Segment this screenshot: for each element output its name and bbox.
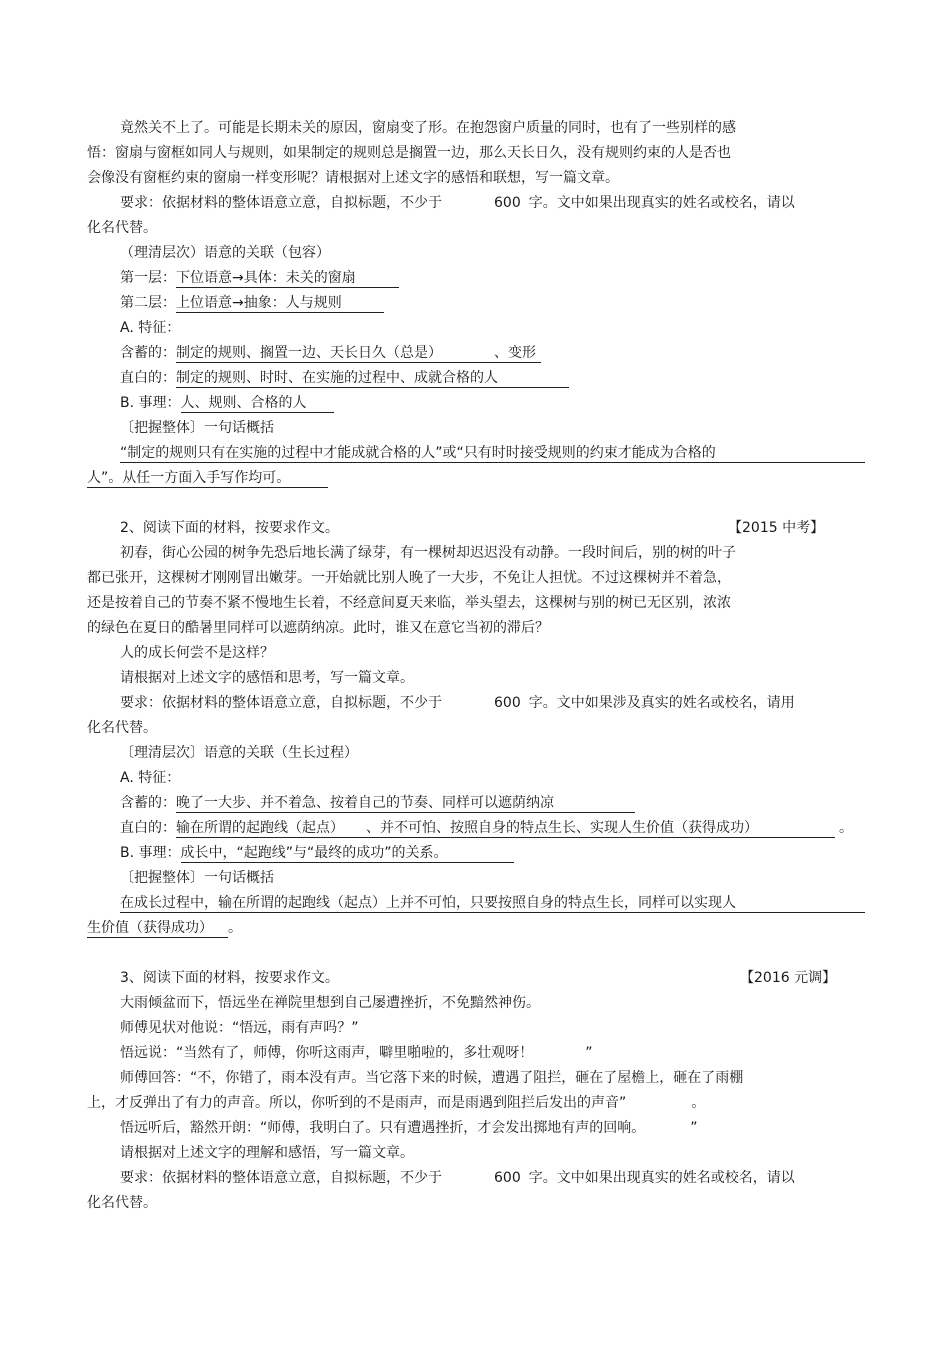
level-answer: 下位语意→具体：未关的窗扇: [176, 269, 399, 288]
requirement-line: [120, 1168, 795, 1188]
level-line: [120, 293, 384, 313]
source-tag: 【2016 元调】: [740, 970, 837, 986]
requirement-text: 字。文中如果出现真实的姓名或校名，请以: [528, 195, 795, 211]
summary-answer: 生价值（获得成功）: [87, 919, 228, 938]
paragraph-line: 化名代替。: [87, 220, 157, 236]
feature-line: [120, 368, 569, 388]
summary-line: [87, 468, 328, 488]
feature-label: 直白的：: [120, 370, 176, 386]
summary-line: [87, 918, 242, 938]
section-heading: 〔把握整体〕一句话概括: [120, 420, 274, 436]
feature-label: 含蓄的：: [120, 795, 176, 811]
summary-answer: 人”。从任一方面入手写作均可。: [87, 469, 328, 488]
reason-line: [120, 843, 514, 863]
feature-label: 含蓄的：: [120, 345, 176, 361]
requirement-text: 要求：依据材料的整体语意立意，自拟标题，不少于: [120, 195, 442, 211]
level-answer: 上位语意→抽象：人与规则: [176, 294, 384, 313]
paragraph-line: 的绿色在夏日的酷暑里同样可以遮荫纳凉。此时，谁又在意它当初的滞后？: [87, 620, 549, 636]
paragraph-line: 悟远听后，豁然开朗：“师傅，我明白了。只有遭遇挫折，才会发出掷地有声的回响。 ”: [120, 1120, 698, 1136]
summary-answer: “制定的规则只有在实施的过程中才能成就合格的人”或“只有时时接受规则的约束才能成为合格的: [120, 444, 865, 463]
section-heading: 〔把握整体〕一句话概括: [120, 870, 274, 886]
paragraph-line: 还是按着自己的节奏不紧不慢地生长着，不经意间夏天来临，举头望去，这棵树与别的树已无区别，浓浓: [87, 595, 731, 611]
summary-answer: 在成长过程中，输在所谓的起跑线（起点）上并不可怕，只要按照自身的特点生长，同样可以实现人: [120, 894, 865, 913]
paragraph-line: 化名代替。: [87, 720, 157, 736]
feature-answer: 制定的规则、搁置一边、天长日久（总是） 、变形: [176, 344, 541, 363]
level-label: 第二层：: [120, 295, 176, 311]
paragraph-line: 请根据对上述文字的感悟和思考，写一篇文章。: [120, 670, 414, 686]
paragraph-line: 师傅见状对他说：“悟远，雨有声吗？”: [120, 1020, 359, 1036]
feature-answer: 输在所谓的起跑线（起点） 、并不可怕、按照自身的特点生长、实现人生价值（获得成功）: [176, 819, 835, 838]
reason-label: B. 事理：: [120, 845, 181, 861]
reason-label: B. 事理：: [120, 395, 181, 411]
reason-answer: 人、规则、合格的人: [181, 394, 334, 413]
summary-line: [120, 893, 865, 913]
requirement-text: 字。文中如果涉及真实的姓名或校名，请用: [528, 695, 795, 711]
question-title: 2、阅读下面的材料，按要求作文。: [120, 520, 339, 536]
paragraph-line: 化名代替。: [87, 1195, 157, 1211]
reason-answer: 成长中，“起跑线”与“最终的成功”的关系。: [181, 844, 514, 863]
feature-label: 直白的：: [120, 820, 176, 836]
feature-line: [120, 818, 853, 838]
requirement-text: 字。文中如果出现真实的姓名或校名，请以: [528, 1170, 795, 1186]
level-label: 第一层：: [120, 270, 176, 286]
section-heading: 〔理清层次〕语意的关联（生长过程）: [120, 745, 358, 761]
word-count: 600: [494, 1170, 521, 1186]
word-count: 600: [494, 695, 521, 711]
summary-line: [120, 443, 865, 463]
feature-tail: 。: [839, 820, 853, 836]
summary-tail: 。: [228, 920, 242, 936]
paragraph-line: 上，才反弹出了有力的声音。所以，你听到的不是雨声，而是雨遇到阻拦后发出的声音” 。: [87, 1095, 706, 1111]
requirement-line: [120, 193, 795, 213]
source-tag: 【2015 中考】: [728, 520, 825, 536]
paragraph-line: 请根据对上述文字的理解和感悟，写一篇文章。: [120, 1145, 414, 1161]
requirement-line: [120, 693, 795, 713]
feature-answer: 晚了一大步、并不着急、按着自己的节奏、同样可以遮荫纳凉: [176, 794, 635, 813]
feature-label: A. 特征：: [120, 320, 181, 336]
paragraph-line: 竟然关不上了。可能是长期未关的原因，窗扇变了形。在抱怨窗户质量的同时，也有了一些别样的感: [120, 120, 736, 136]
paragraph-line: 悟：窗扇与窗框如同人与规则，如果制定的规则总是搁置一边，那么天长日久，没有规则约束的人是否也: [87, 145, 731, 161]
feature-line: [120, 793, 635, 813]
level-line: [120, 268, 399, 288]
reason-line: [120, 393, 334, 413]
paragraph-line: 都已张开，这棵树才刚刚冒出嫩芽。一开始就比别人晚了一大步，不免让人担忧。不过这棵树并不着急，: [87, 570, 731, 586]
feature-label: A. 特征：: [120, 770, 181, 786]
paragraph-line: 人的成长何尝不是这样？: [120, 645, 274, 661]
requirement-text: 要求：依据材料的整体语意立意，自拟标题，不少于: [120, 695, 442, 711]
feature-answer: 制定的规则、时时、在实施的过程中、成就合格的人: [176, 369, 569, 388]
paragraph-line: 初春，街心公园的树争先恐后地长满了绿芽，有一棵树却迟迟没有动静。一段时间后，别的树的叶子: [120, 545, 736, 561]
word-count: 600: [494, 195, 521, 211]
section-heading: （理清层次）语意的关联（包容）: [120, 245, 330, 261]
paragraph-line: 悟远说：“当然有了，师傅，你听这雨声，噼里啪啦的，多壮观呀！ ”: [120, 1045, 593, 1061]
question-title: 3、阅读下面的材料，按要求作文。: [120, 970, 339, 986]
requirement-text: 要求：依据材料的整体语意立意，自拟标题，不少于: [120, 1170, 442, 1186]
paragraph-line: 大雨倾盆而下，悟远坐在禅院里想到自己屡遭挫折，不免黯然神伤。: [120, 995, 540, 1011]
paragraph-line: 师傅回答：“不，你错了，雨本没有声。当它落下来的时候，遭遇了阻拦，砸在了屋檐上，砸在了雨棚: [120, 1070, 744, 1086]
paragraph-line: 会像没有窗框约束的窗扇一样变形呢？请根据对上述文字的感悟和联想，写一篇文章。: [87, 170, 619, 186]
feature-line: [120, 343, 541, 363]
